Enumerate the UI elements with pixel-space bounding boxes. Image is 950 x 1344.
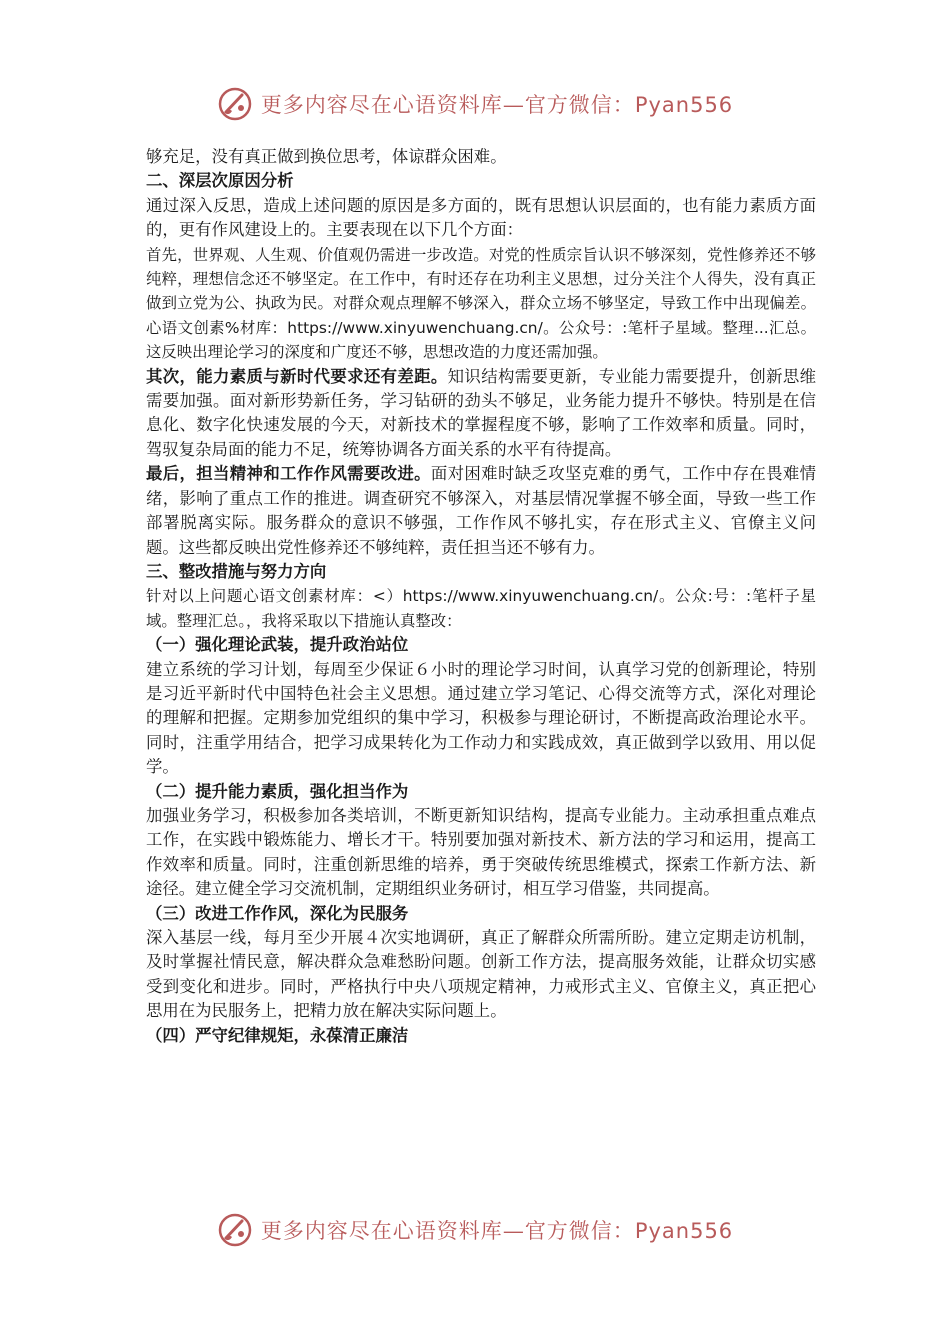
paragraph-style (146, 462, 816, 560)
document-body (146, 145, 816, 1048)
banner-main-text: 更多内容尽在心语资料库 (260, 93, 503, 117)
header-watermark-banner (0, 84, 950, 124)
banner-wechat-id: Pyan556 (634, 1219, 734, 1243)
paragraph-worldview: 首先，世界观、人生观、价值观仍需进一步改造。对党的性质宗旨认识不够深刻，党性修养还不够纯粹，理想信念还不够坚定。在工作中，有时还存在功利主义思想，过分关注个人得失，没有真正做到立党为公、执政为民。对群众观点理解不够深入，群众立场不够坚定，导致工作中出现偏差。心语文创素%材库：https://www.xinyuwenchuang.cn/。公众号：:笔杆子星域。整理...汇总。这反映出理论学习的深度和广度还不够，思想改造的力度还需加强。 (146, 245, 816, 362)
section-heading-3: 三、整改措施与努力方向 (146, 561, 327, 581)
footer-watermark-banner (0, 1210, 950, 1250)
paragraph-service: 深入基层一线，每月至少开展４次实地调研，真正了解群众所需所盼。建立定期走访机制，及时掌握社情民意，解决群众急难愁盼问题。创新工作方法，提高服务效能，让群众切实感受到变化和进步。同时，严格执行中央八项规定精神，力戒形式主义、官僚主义，真正把心思用在为民服务上，把精力放在解决实际问题上。 (146, 928, 816, 1021)
subsection-heading-1: （一）强化理论武装，提升政治站位 (146, 635, 409, 655)
paragraph-intro: 通过深入反思，造成上述问题的原因是多方面的，既有思想认识层面的，也有能力素质方面的，更有作风建设上的。主要表现在以下几个方面： (146, 195, 816, 240)
paragraph-theory: 建立系统的学习计划，每周至少保证６小时的理论学习时间，认真学习党的创新理论，特别是习近平新时代中国特色社会主义思想。通过建立学习笔记、心得交流等方式，深化对理论的理解和把握。定期参加党组织的集中学习，积极参与理论研讨，不断提高政治理论水平。同时，注重学用结合，把学习成果转化为工作动力和实践成效，真正做到学以致用、用以促学。 (146, 659, 816, 777)
paragraph-style-lead: 最后，担当精神和工作作风需要改进。 (146, 464, 431, 484)
paragraph-ability (146, 365, 816, 463)
paragraph-capability: 加强业务学习，积极参加各类培训，不断更新知识结构，提高专业能力。主动承担重点难点工作，在实践中锻炼能力、增长才干。特别要加强对新技术、新方法的学习和运用，提高工作效率和质量。同时，注重创新思维的培养，勇于突破传统思维模式，探索工作新方法、新途径。建立健全学习交流机制，定期组织业务研讨，相互学习借鉴，共同提高。 (146, 805, 816, 899)
banner-main-text: 更多内容尽在心语资料库 (260, 1219, 503, 1243)
subsection-heading-4: （四）严守纪律规矩，永葆清正廉洁 (146, 1025, 409, 1045)
paragraph-ability-text: 知识结构需要更新，专业能力需要提升，创新思维需要加强。面对新形势新任务，学习钻研的劲头不够足，业务能力提升不够快。特别是在信息化、数字化快速发展的今天，对新技术的掌握程度不够，影响了工作效率和质量。同时，驾驭复杂局面的能力不足，统筹协调各方面关系的水平有待提高。 (146, 366, 817, 459)
subsection-heading-3: （三）改进工作作风，深化为民服务 (146, 903, 409, 923)
banner-dash: — (502, 1219, 525, 1243)
brush-logo-icon (217, 1212, 253, 1248)
paragraph-measures-intro: 针对以上问题心语文创素材库：<）https://www.xinyuwenchuang.cn/。公众:号：:笔杆子星域。整理汇总。，我将采取以下措施认真整改： (146, 587, 816, 630)
subsection-heading-2: （二）提升能力素质，强化担当作为 (146, 781, 409, 801)
banner-dash: — (502, 93, 525, 117)
paragraph-continued: 够充足，没有真正做到换位思考，体谅群众困难。 (146, 147, 507, 166)
paragraph-style-text: 面对困难时缺乏攻坚克难的勇气，工作中存在畏难情绪，影响了重点工作的推进。调查研究不够深入，对基层情况掌握不够全面，导致一些工作部署脱离实际。服务群众的意识不够强，工作作风不够扎实，存在形式主义、官僚主义问题。这些都反映出党性修养还不够纯粹，责任担当还不够有力。 (146, 464, 816, 557)
banner-wechat-label: 官方微信： (524, 93, 635, 117)
banner-wechat-id: Pyan556 (634, 93, 734, 117)
brush-logo-icon (217, 86, 253, 122)
banner-wechat-label: 官方微信： (524, 1219, 635, 1243)
paragraph-ability-lead: 其次，能力素质与新时代要求还有差距。 (146, 366, 448, 386)
section-heading-2: 二、深层次原因分析 (146, 171, 294, 191)
